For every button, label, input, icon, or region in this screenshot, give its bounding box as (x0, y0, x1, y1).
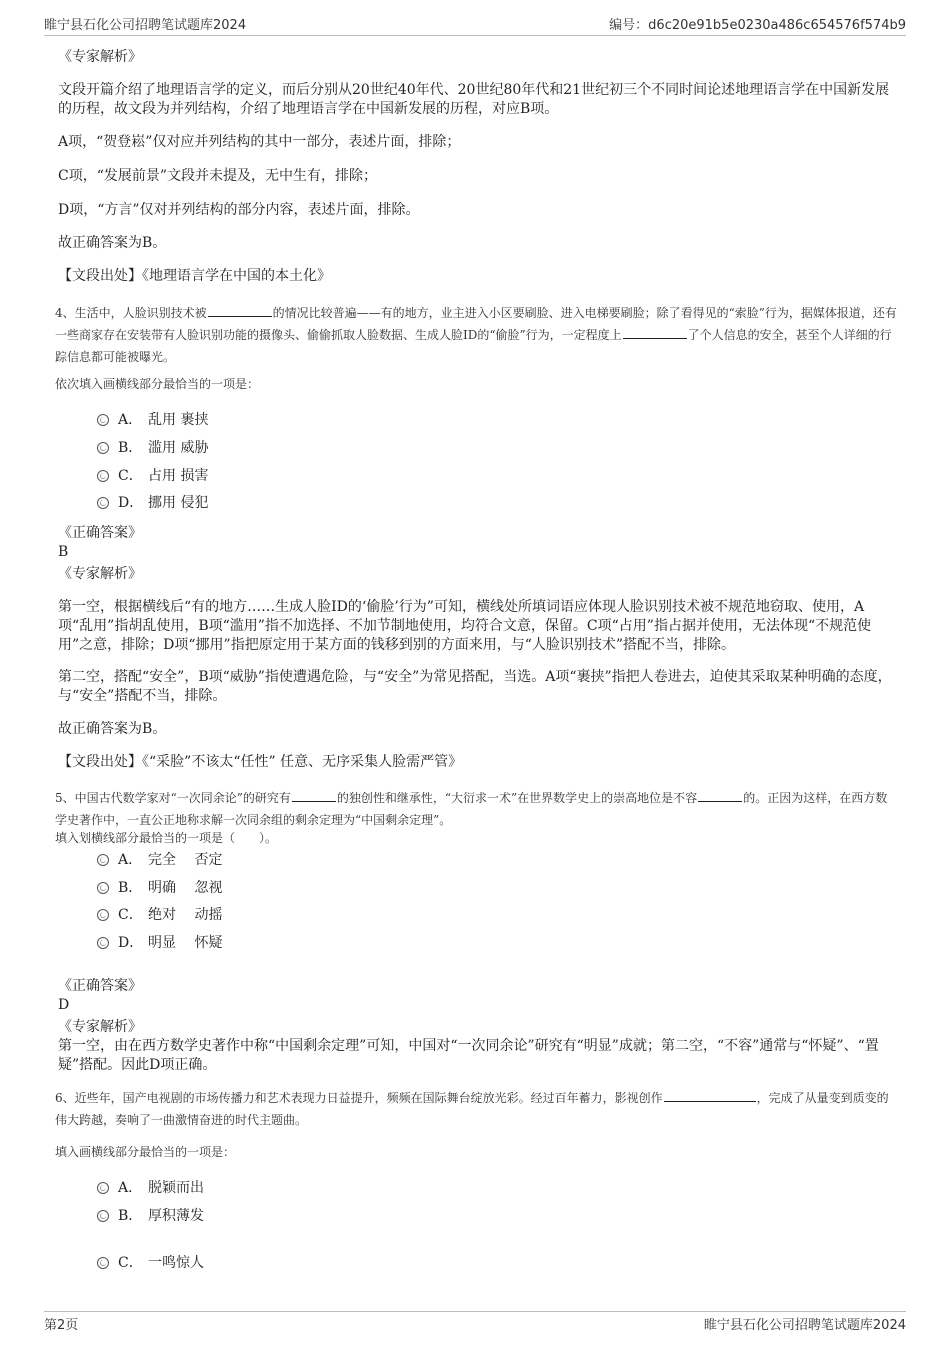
question-prompt: 填入划横线部分最恰当的一项是（ ）。 (55, 831, 278, 845)
source-citation: 【文段出处】《地理语言学在中国的本土化》 (58, 268, 331, 284)
option-a[interactable]: A． 乱用 裹挟 (97, 409, 208, 431)
question-prompt: 填入画横线部分最恰当的一项是： (55, 1145, 236, 1159)
question-stem (55, 302, 897, 368)
radio-icon[interactable] (97, 497, 109, 509)
radio-icon[interactable] (97, 1182, 109, 1194)
stem-text: 的。正因为这样，在西方数学史著作中，一直公正地称求解一次同余组的剩余定理为“中国剩余定理”。 (55, 791, 888, 827)
radio-icon[interactable] (97, 854, 109, 866)
page-number: 第2页 (44, 1318, 79, 1333)
blank-line (664, 1088, 756, 1102)
correct-answer-statement: 故正确答案为B。 (58, 235, 167, 251)
option-d[interactable]: D． 挪用 侵犯 (97, 492, 208, 514)
analysis-paragraph: 第一空，根据横线后“有的地方……生成人脸ID的‘偷脸’行为”可知，横线处所填词语应体现人脸识别技术被不规范地窃取、使用，A项“乱用”指胡乱使用，B项“滥用”指不加选择、不加节制地使用，均符合文意，保留。C项“占用”指占据并使用，无法体现“不规范使用”之意，排除；D项“挪用”指把原定用于某方面的钱移到别的方面来用，与“人脸识别技术”搭配不当，排除。 (58, 599, 872, 653)
stem-text: 的独创性和继承性，“大衍求一术”在世界数学史上的崇高地位是不容 (336, 791, 698, 805)
correct-answer-label: 《正确答案》 (58, 525, 142, 541)
radio-icon[interactable] (97, 937, 109, 949)
blank-line (623, 325, 687, 339)
correct-answer: B (58, 544, 69, 560)
correct-answer-label: 《正确答案》 (58, 978, 142, 994)
question-prompt: 依次填入画横线部分最恰当的一项是： (55, 377, 260, 391)
analysis-paragraph: 文段开篇介绍了地理语言学的定义，而后分别从20世纪40年代、20世纪80年代和21世纪初三个不同时间论述地理语言学在中国新发展的历程，故文段为并列结构，介绍了地理语言学在中国新发展的历程，对应B项。 (58, 82, 890, 117)
stem-text: 了个人信息的安全，甚至个人详细的行踪信息都可能被曝光。 (55, 328, 892, 364)
expert-analysis-label: 《专家解析》 (58, 49, 142, 65)
radio-icon[interactable] (97, 470, 109, 482)
option-d[interactable]: D． 明显 怀疑 (97, 932, 222, 954)
footer-divider (44, 1311, 906, 1312)
analysis-paragraph: A项，“贺登崧”仅对应并列结构的其中一部分，表述片面，排除； (58, 134, 461, 150)
option-a[interactable]: A． 脱颖而出 (97, 1177, 204, 1199)
correct-answer: D (58, 997, 70, 1013)
option-b[interactable]: B． 明确 忽视 (97, 877, 222, 899)
option-b[interactable]: B． 厚积薄发 (97, 1205, 204, 1227)
radio-icon[interactable] (97, 1257, 109, 1269)
option-b[interactable]: B． 滥用 威胁 (97, 437, 208, 459)
expert-analysis-label: 《专家解析》 (58, 566, 142, 582)
stem-text: 6、近些年，国产电视剧的市场传播力和艺术表现力日益提升，频频在国际舞台绽放光彩。经过百年蓄力，影视创作 (55, 1091, 663, 1105)
blank-line (208, 303, 272, 317)
radio-icon[interactable] (97, 1210, 109, 1222)
radio-icon[interactable] (97, 442, 109, 454)
analysis-paragraph: D项，“方言”仅对并列结构的部分内容，表述片面，排除。 (58, 202, 420, 218)
blank-line (292, 788, 336, 802)
stem-text: 5、中国古代数学家对“一次同余论”的研究有 (55, 791, 291, 805)
radio-icon[interactable] (97, 909, 109, 921)
question-stem (55, 787, 897, 831)
source-citation: 【文段出处】《“采脸”不该太“任性” 任意、无序采集人脸需严管》 (58, 754, 463, 770)
document-id: 编号：d6c20e91b5e0230a486c654576f574b9 (609, 18, 906, 33)
analysis-paragraph: 第二空，搭配“安全”，B项“威胁”指使遭遇危险，与“安全”为常见搭配，当选。A项“裹挟”指把人卷进去，迫使其采取某种明确的态度，与“安全”搭配不当，排除。 (58, 669, 892, 704)
analysis-paragraph: 第一空，由在西方数学史著作中称“中国剩余定理”可知，中国对“一次同余论”研究有“明显”成就；第二空，“不容”通常与“怀疑”、“置疑”搭配。因此D项正确。 (58, 1038, 879, 1073)
question-stem (55, 1087, 897, 1131)
option-c[interactable]: C． 绝对 动摇 (97, 904, 222, 926)
option-c[interactable]: C． 占用 损害 (97, 465, 208, 487)
correct-answer-statement: 故正确答案为B。 (58, 721, 167, 737)
footer-title: 睢宁县石化公司招聘笔试题库2024 (703, 1318, 906, 1333)
radio-icon[interactable] (97, 414, 109, 426)
stem-text: 的情况比较普遍——有的地方，业主进入小区要刷脸、进入电梯要刷脸；除了看得见的“索脸”行为，据媒体报道，还有一些商家存在安装带有人脸识别功能的摄像头、偷偷抓取人脸数据、生成人脸ID的“偷脸”行为，一定程度上 (55, 306, 897, 342)
stem-text: ，完成了从量变到质变的伟大跨越，奏响了一曲激情奋进的时代主题曲。 (55, 1091, 889, 1127)
header-title: 睢宁县石化公司招聘笔试题库2024 (44, 18, 247, 33)
expert-analysis-label: 《专家解析》 (58, 1019, 142, 1035)
stem-text: 4、生活中，人脸识别技术被 (55, 306, 207, 320)
blank-line (698, 788, 742, 802)
header-divider (44, 35, 906, 36)
option-c[interactable]: C． 一鸣惊人 (97, 1252, 204, 1274)
option-a[interactable]: A． 完全 否定 (97, 849, 222, 871)
analysis-paragraph: C项，“发展前景”文段并未提及，无中生有，排除； (58, 168, 378, 184)
radio-icon[interactable] (97, 882, 109, 894)
